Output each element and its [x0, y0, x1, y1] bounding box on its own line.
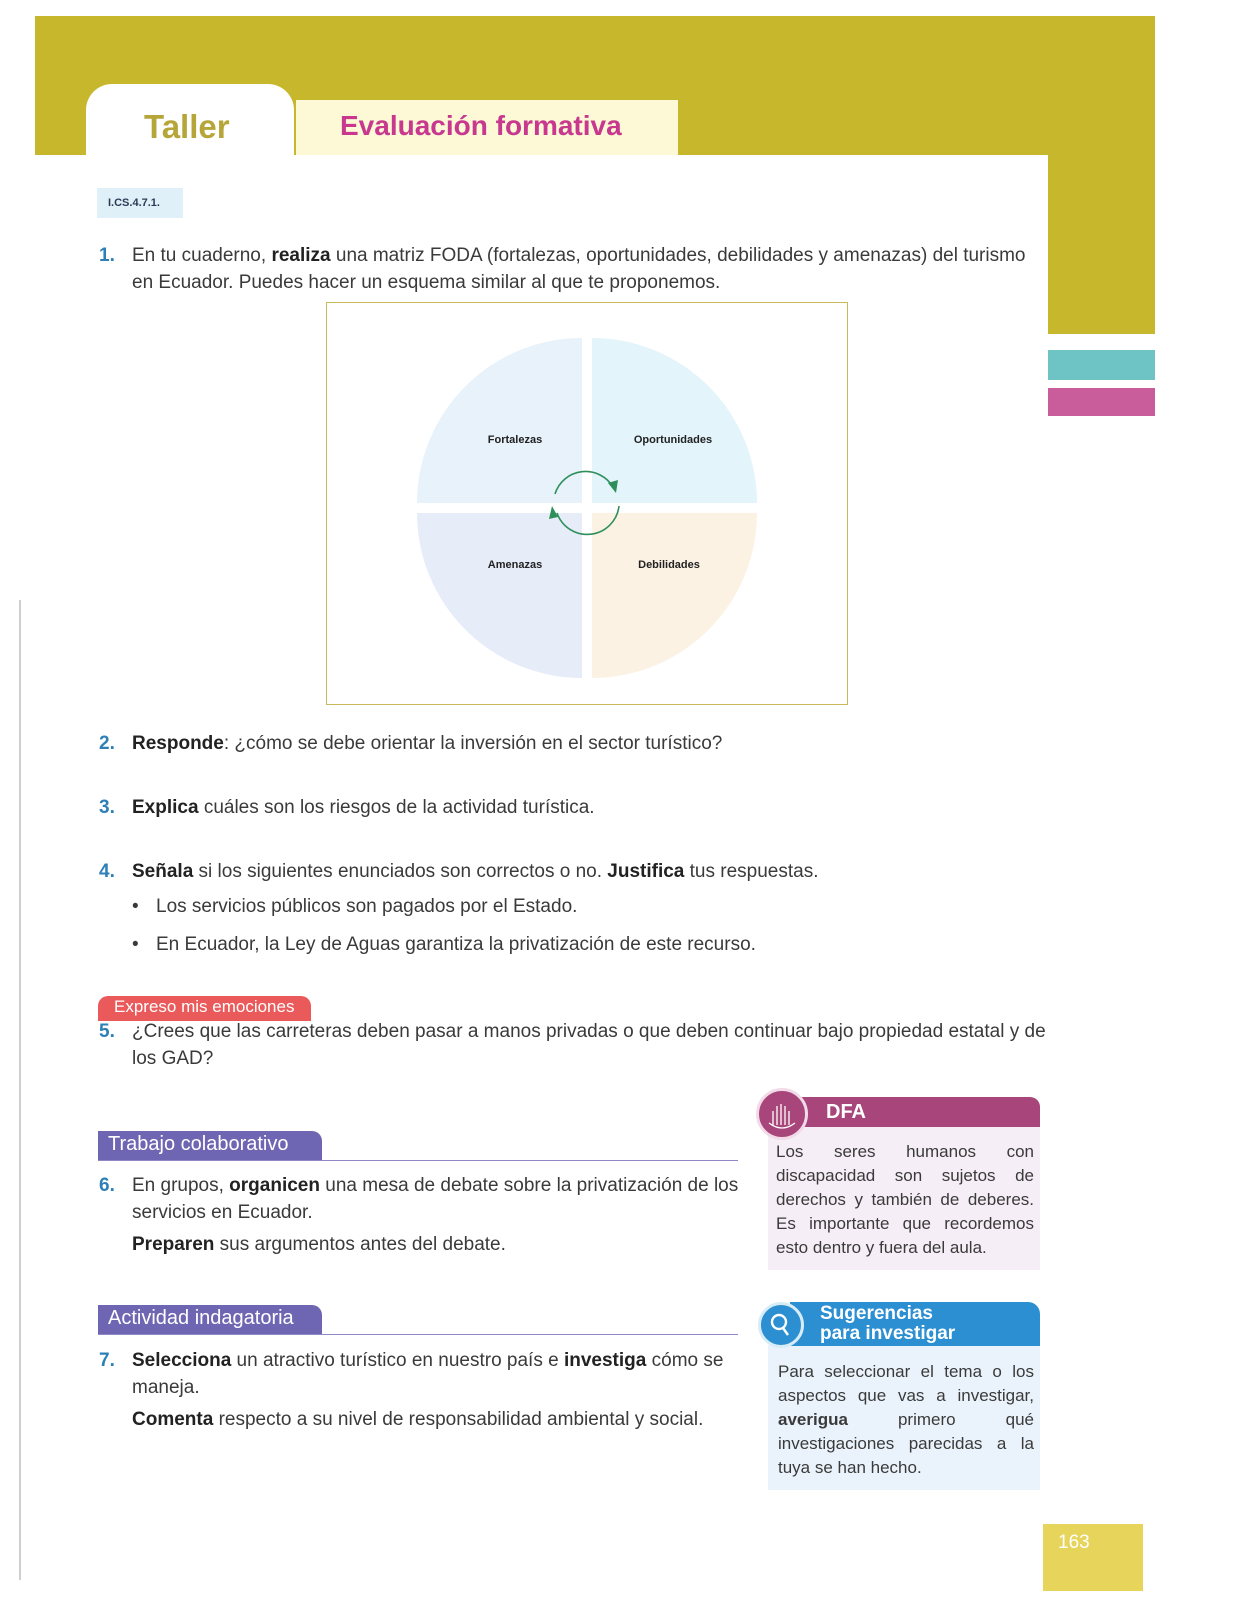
taller-label: Taller — [144, 108, 230, 145]
taller-tab — [86, 84, 294, 158]
side-band — [1048, 150, 1155, 334]
question-number: 6. — [99, 1175, 115, 1196]
binding-line — [19, 600, 21, 1580]
question-number: 2. — [99, 733, 115, 754]
quadrant-debilidades — [592, 513, 757, 678]
question-text: En grupos, organicen una mesa de debate sobre la privatización de los servicios en Ecuador. — [132, 1175, 739, 1223]
suggestions-text: Para seleccionar el tema o los aspectos que vas a investigar, averigua primero qué investigaciones parecidas a la tuya se han hecho. — [778, 1362, 1034, 1477]
question-number: 5. — [99, 1021, 115, 1042]
hands-icon — [756, 1088, 808, 1140]
indicator-code: I.CS.4.7.1. — [97, 188, 183, 218]
inquiry-section-tab: Actividad indagatoria — [98, 1305, 322, 1335]
question-text: ¿Crees que las carreteras deben pasar a manos privadas o que deben continuar bajo propiedad estatal y de los GAD? — [132, 1021, 1046, 1069]
question-text: Selecciona un atractivo turístico en nuestro país e investiga cómo se maneja. — [132, 1350, 724, 1398]
dfa-header — [800, 1097, 1040, 1127]
question-text: Preparen sus argumentos antes del debate. — [132, 1234, 506, 1255]
question-5 — [99, 1018, 1049, 1072]
question-6 — [99, 1172, 744, 1258]
quadrant-oportunidades — [592, 338, 757, 503]
quadrant-amenazas — [417, 513, 582, 678]
question-text: Comenta respecto a su nivel de responsabilidad ambiental y social. — [132, 1409, 704, 1430]
inquiry-divider — [98, 1334, 738, 1335]
question-4 — [99, 858, 1039, 885]
magnifier-icon — [758, 1302, 804, 1348]
teal-stripe — [1048, 350, 1155, 380]
collab-divider — [98, 1160, 738, 1161]
suggestions-title: Sugerencias para investigar — [820, 1303, 956, 1344]
label-oportunidades: Oportunidades — [633, 434, 713, 446]
question-2 — [99, 730, 1039, 757]
emotions-label: Expreso mis emociones — [98, 996, 311, 1021]
question-number: 7. — [99, 1350, 115, 1371]
question-3 — [99, 794, 1039, 821]
question-number: 1. — [99, 245, 115, 266]
foda-diagram-frame — [326, 302, 848, 705]
dfa-text: Los seres humanos con discapacidad son sujetos de derechos y también de deberes. Es importante que recordemos esto dentro y fuera del aula. — [776, 1142, 1034, 1257]
page-number: 163 — [1043, 1524, 1143, 1591]
quadrant-fortalezas — [417, 338, 582, 503]
dfa-title: DFA — [826, 1101, 866, 1123]
collab-section-tab: Trabajo colaborativo — [98, 1131, 322, 1161]
question-1 — [99, 242, 1049, 296]
suggestions-header — [790, 1302, 1040, 1346]
question-text: Señala si los siguientes enunciados son correctos o no. Justifica tus respuestas. — [132, 861, 819, 882]
question-text: Responde: ¿cómo se debe orientar la inversión en el sector turístico? — [132, 733, 723, 754]
question-text: Explica cuáles son los riesgos de la actividad turística. — [132, 797, 595, 818]
question-7 — [99, 1347, 744, 1433]
title-tab — [296, 100, 678, 155]
label-amenazas: Amenazas — [487, 559, 543, 571]
page-title: Evaluación formativa — [340, 110, 622, 141]
question-text: En tu cuaderno, realiza una matriz FODA (fortalezas, oportunidades, debilidades y amenazas) del turismo en Ecuador. Puedes hacer un esquema similar al que te proponemos. — [132, 245, 1026, 293]
foda-diagram — [327, 303, 847, 704]
question-number: 3. — [99, 797, 115, 818]
label-debilidades: Debilidades — [638, 559, 700, 571]
label-fortalezas: Fortalezas — [487, 434, 543, 446]
question-number: 4. — [99, 861, 115, 882]
pink-stripe — [1048, 388, 1155, 416]
